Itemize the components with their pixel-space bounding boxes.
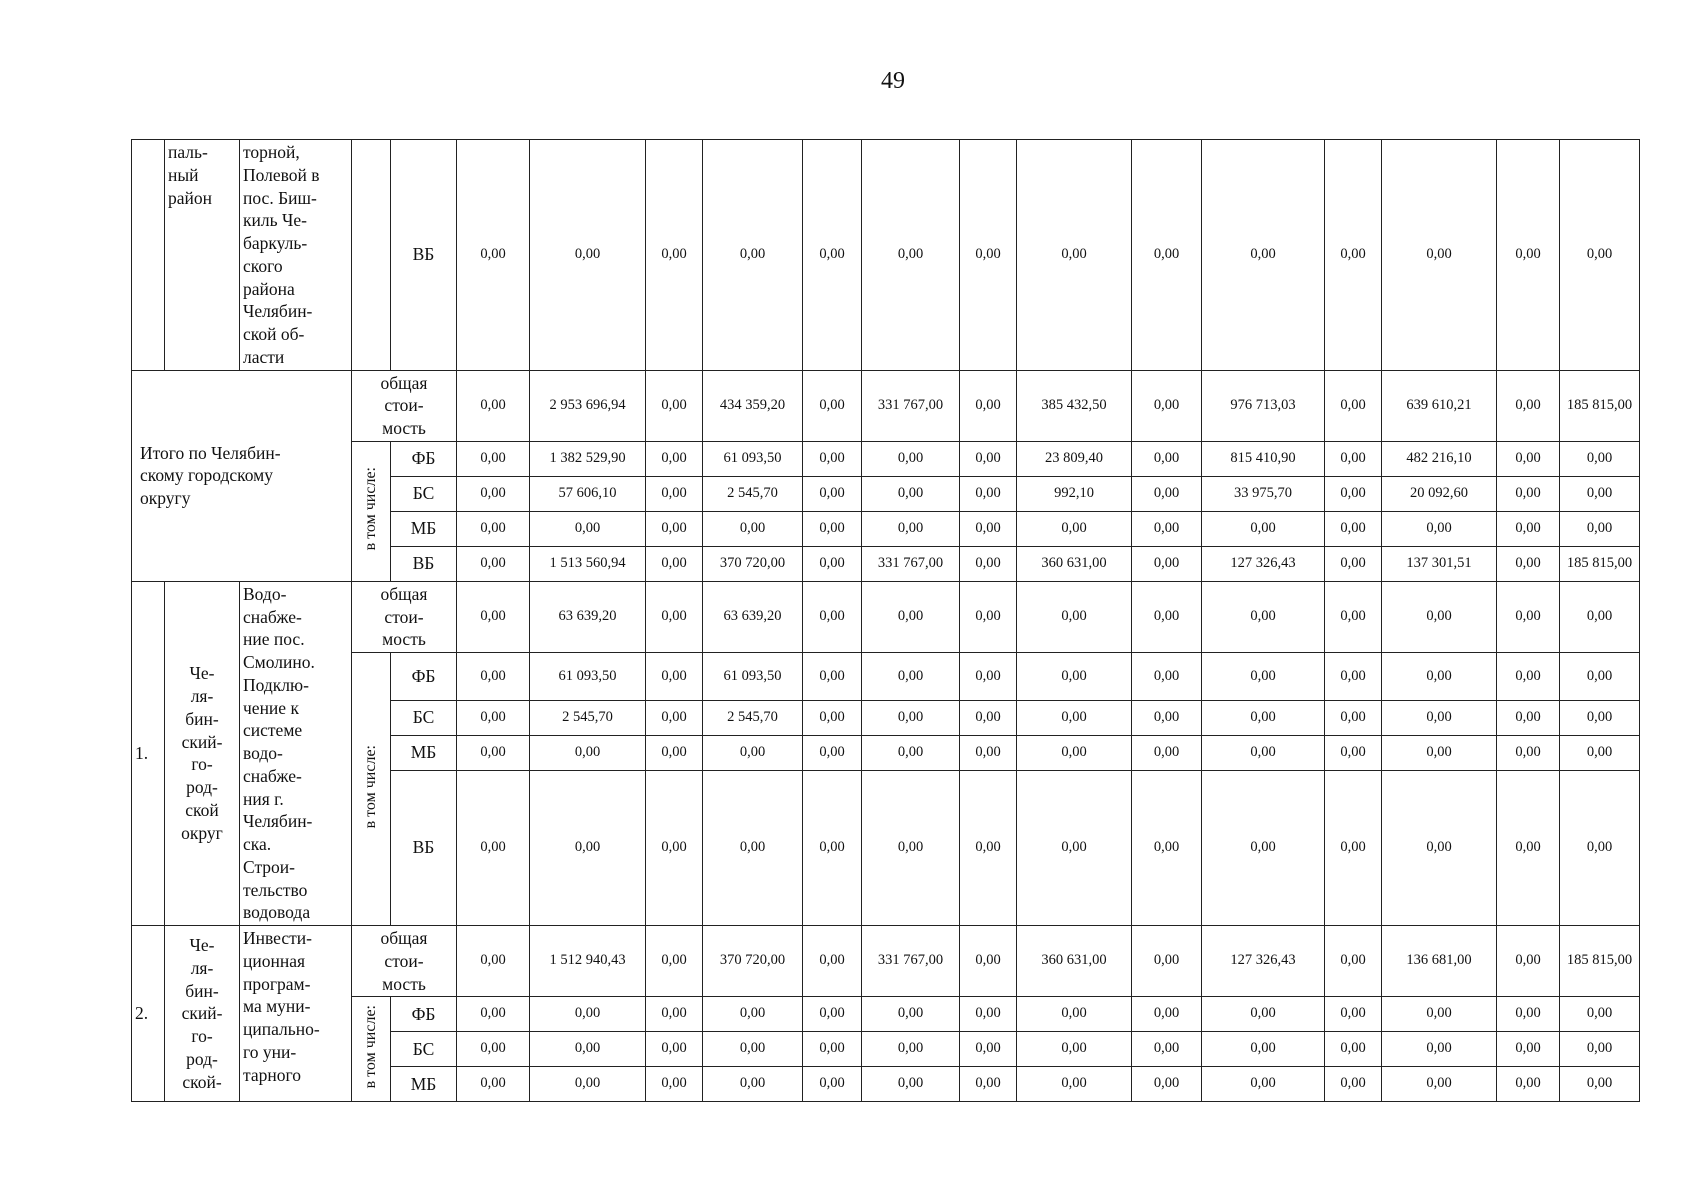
value-cell: 0,00 [646,441,703,476]
funding-code: БС [391,1032,457,1067]
subgroup-label-text: в том числе: [362,744,380,828]
value-cell: 0,00 [1132,736,1202,771]
value-cell: 815 410,90 [1202,441,1325,476]
value-cell: 0,00 [1497,1067,1560,1102]
funding-code: ФБ [391,997,457,1032]
value-cell: 0,00 [1325,997,1382,1032]
value-cell: 0,00 [1560,736,1640,771]
value-cell: 0,00 [646,140,703,371]
value-cell: 0,00 [457,476,530,511]
value-cell: 0,00 [457,546,530,581]
value-cell: 385 432,50 [1017,370,1132,441]
item-number: 1. [132,581,165,925]
value-cell: 0,00 [803,701,862,736]
value-cell: 1 513 560,94 [530,546,646,581]
value-cell: 0,00 [803,1032,862,1067]
value-cell: 0,00 [803,441,862,476]
value-cell: 0,00 [803,370,862,441]
value-cell: 0,00 [646,511,703,546]
value-cell: 20 092,60 [1382,476,1497,511]
value-cell: 0,00 [862,736,960,771]
value-cell: 0,00 [530,997,646,1032]
value-cell: 0,00 [646,997,703,1032]
project-cell: торной, Полевой в пос. Биш- киль Че- баркуль- ского района Челябин- ской об- ласти [240,140,352,371]
value-cell: 0,00 [1382,1032,1497,1067]
value-cell: 185 815,00 [1560,370,1640,441]
value-cell: 127 326,43 [1202,546,1325,581]
value-cell: 0,00 [1560,701,1640,736]
value-cell: 0,00 [1497,653,1560,701]
subgroup-cell [352,140,391,371]
value-cell: 185 815,00 [1560,546,1640,581]
value-cell: 1 382 529,90 [530,441,646,476]
value-cell: 0,00 [1132,511,1202,546]
subgroup-label [352,653,391,926]
value-cell: 0,00 [1325,441,1382,476]
value-cell: 0,00 [1132,370,1202,441]
value-cell: 0,00 [1560,1032,1640,1067]
value-cell: 0,00 [960,736,1017,771]
funding-code: ФБ [391,441,457,476]
funding-code: ФБ [391,653,457,701]
value-cell: 0,00 [646,546,703,581]
value-cell: 0,00 [1132,1067,1202,1102]
value-cell: 0,00 [960,653,1017,701]
value-cell: 0,00 [1132,1032,1202,1067]
value-cell: 0,00 [960,370,1017,441]
funding-code: МБ [391,511,457,546]
value-cell: 0,00 [1382,140,1497,371]
table-row [132,653,1640,701]
value-cell: 0,00 [1325,771,1382,926]
value-cell: 0,00 [1560,476,1640,511]
value-cell: 0,00 [457,736,530,771]
value-cell: 0,00 [1497,926,1560,997]
value-cell: 0,00 [1325,370,1382,441]
value-cell: 0,00 [1560,653,1640,701]
value-cell: 0,00 [1202,653,1325,701]
value-cell: 0,00 [457,1032,530,1067]
value-cell: 0,00 [1017,581,1132,652]
total-label: Итого по Челябин- скому городскому округу [132,370,352,581]
value-cell: 0,00 [862,476,960,511]
value-cell: 0,00 [1560,581,1640,652]
value-cell: 185 815,00 [1560,926,1640,997]
value-cell: 0,00 [1202,771,1325,926]
value-cell: 370 720,00 [703,546,803,581]
value-cell: 1 512 940,43 [530,926,646,997]
value-cell: 0,00 [862,997,960,1032]
value-cell: 0,00 [1132,140,1202,371]
value-cell: 0,00 [646,771,703,926]
value-cell: 0,00 [1325,736,1382,771]
value-cell: 0,00 [1325,476,1382,511]
value-cell: 0,00 [1132,926,1202,997]
value-cell: 0,00 [1497,441,1560,476]
value-cell: 0,00 [703,1032,803,1067]
value-cell: 0,00 [530,736,646,771]
value-cell: 0,00 [530,1067,646,1102]
value-cell: 61 093,50 [703,653,803,701]
value-cell: 0,00 [646,1067,703,1102]
project-cell: Инвести- ционная програм- ма муни- ципально- го уни- тарного [240,926,352,1102]
value-cell: 0,00 [703,997,803,1032]
value-cell: 0,00 [457,1067,530,1102]
value-cell: 0,00 [1325,1067,1382,1102]
funding-code: МБ [391,1067,457,1102]
value-cell: 0,00 [960,701,1017,736]
value-cell: 0,00 [646,701,703,736]
value-cell: 0,00 [1017,140,1132,371]
funding-code: общая стои- мость [352,926,457,997]
value-cell: 331 767,00 [862,370,960,441]
value-cell: 639 610,21 [1382,370,1497,441]
value-cell: 23 809,40 [1017,441,1132,476]
district-cell: Че- ля- бин- ский- го- род- ской- [165,926,240,1102]
value-cell: 0,00 [646,653,703,701]
value-cell: 0,00 [457,441,530,476]
table-row [132,926,1640,997]
value-cell: 0,00 [960,771,1017,926]
value-cell: 0,00 [1325,511,1382,546]
value-cell: 0,00 [1382,997,1497,1032]
financing-table [131,139,1640,1102]
value-cell: 0,00 [862,441,960,476]
funding-code: ВБ [391,140,457,371]
value-cell: 0,00 [1560,140,1640,371]
value-cell: 0,00 [457,653,530,701]
value-cell: 61 093,50 [530,653,646,701]
value-cell: 0,00 [1497,771,1560,926]
value-cell: 370 720,00 [703,926,803,997]
value-cell: 0,00 [1560,771,1640,926]
value-cell: 0,00 [1202,140,1325,371]
value-cell: 0,00 [1017,511,1132,546]
value-cell: 434 359,20 [703,370,803,441]
value-cell: 0,00 [646,1032,703,1067]
value-cell: 0,00 [703,736,803,771]
value-cell: 0,00 [1132,546,1202,581]
value-cell: 0,00 [703,511,803,546]
value-cell: 0,00 [862,653,960,701]
value-cell: 0,00 [960,441,1017,476]
value-cell: 0,00 [960,926,1017,997]
subgroup-label-text: в том числе: [362,466,380,551]
value-cell: 360 631,00 [1017,926,1132,997]
value-cell: 0,00 [646,926,703,997]
value-cell: 0,00 [1325,581,1382,652]
value-cell: 0,00 [1325,926,1382,997]
value-cell: 0,00 [1497,370,1560,441]
value-cell: 0,00 [1017,701,1132,736]
value-cell: 2 545,70 [530,701,646,736]
value-cell: 0,00 [1325,546,1382,581]
value-cell: 0,00 [457,997,530,1032]
value-cell: 0,00 [1017,653,1132,701]
value-cell: 976 713,03 [1202,370,1325,441]
value-cell: 0,00 [1132,476,1202,511]
table-row [132,140,1640,371]
value-cell: 0,00 [703,140,803,371]
value-cell: 0,00 [646,736,703,771]
value-cell: 0,00 [803,736,862,771]
value-cell: 0,00 [1017,1032,1132,1067]
value-cell: 57 606,10 [530,476,646,511]
value-cell: 0,00 [1497,511,1560,546]
value-cell: 0,00 [1202,581,1325,652]
value-cell: 0,00 [1382,701,1497,736]
value-cell: 0,00 [1202,511,1325,546]
value-cell: 0,00 [646,370,703,441]
funding-code: общая стои- мость [352,581,457,652]
value-cell: 0,00 [803,476,862,511]
value-cell: 0,00 [1202,736,1325,771]
value-cell: 63 639,20 [703,581,803,652]
item-number-cell [132,140,165,371]
value-cell: 0,00 [1325,140,1382,371]
value-cell: 0,00 [1202,1032,1325,1067]
value-cell: 0,00 [1497,140,1560,371]
value-cell: 0,00 [1132,581,1202,652]
value-cell: 0,00 [803,546,862,581]
value-cell: 0,00 [1497,997,1560,1032]
value-cell: 331 767,00 [862,926,960,997]
funding-code: БС [391,701,457,736]
value-cell: 0,00 [960,1032,1017,1067]
value-cell: 992,10 [1017,476,1132,511]
funding-code: МБ [391,736,457,771]
value-cell: 127 326,43 [1202,926,1325,997]
value-cell: 0,00 [960,581,1017,652]
value-cell: 0,00 [960,546,1017,581]
value-cell: 0,00 [457,370,530,441]
funding-code: БС [391,476,457,511]
value-cell: 0,00 [1202,997,1325,1032]
value-cell: 0,00 [1017,997,1132,1032]
value-cell: 0,00 [530,1032,646,1067]
value-cell: 0,00 [803,926,862,997]
value-cell: 0,00 [1382,736,1497,771]
value-cell: 2 953 696,94 [530,370,646,441]
value-cell: 63 639,20 [530,581,646,652]
value-cell: 0,00 [1560,511,1640,546]
subgroup-label-text: в том числе: [362,1004,380,1089]
table-row [132,997,1640,1032]
value-cell: 0,00 [862,140,960,371]
value-cell: 0,00 [457,140,530,371]
value-cell: 0,00 [457,511,530,546]
value-cell: 0,00 [1202,1067,1325,1102]
value-cell: 0,00 [1132,771,1202,926]
value-cell: 0,00 [530,511,646,546]
district-cell: Че- ля- бин- ский- го- род- ской округ [165,581,240,925]
value-cell: 0,00 [1017,1067,1132,1102]
value-cell: 0,00 [1382,511,1497,546]
value-cell: 61 093,50 [703,441,803,476]
value-cell: 0,00 [457,581,530,652]
value-cell: 0,00 [1382,1067,1497,1102]
value-cell: 0,00 [803,581,862,652]
value-cell: 0,00 [1132,701,1202,736]
value-cell: 0,00 [530,771,646,926]
value-cell: 0,00 [1132,997,1202,1032]
value-cell: 0,00 [646,476,703,511]
value-cell: 0,00 [1132,441,1202,476]
value-cell: 0,00 [1132,653,1202,701]
table-row [132,581,1640,652]
value-cell: 0,00 [457,771,530,926]
value-cell: 0,00 [703,1067,803,1102]
value-cell: 0,00 [960,997,1017,1032]
item-number: 2. [132,926,165,1102]
value-cell: 0,00 [960,140,1017,371]
value-cell: 0,00 [1382,771,1497,926]
value-cell: 0,00 [1560,997,1640,1032]
value-cell: 0,00 [1497,476,1560,511]
value-cell: 0,00 [803,511,862,546]
value-cell: 137 301,51 [1382,546,1497,581]
subgroup-label [352,997,391,1102]
value-cell: 0,00 [862,1067,960,1102]
value-cell: 0,00 [803,653,862,701]
value-cell: 0,00 [1325,653,1382,701]
value-cell: 0,00 [1560,1067,1640,1102]
value-cell: 0,00 [803,1067,862,1102]
value-cell: 0,00 [960,1067,1017,1102]
value-cell: 0,00 [803,997,862,1032]
project-cell: Водо- снабже- ние пос. Смолино. Подклю- чение к системе водо- снабже- ния г. Челябин- ска. Строи- тельство водовода [240,581,352,925]
value-cell: 482 216,10 [1382,441,1497,476]
district-cell: паль- ный район [165,140,240,371]
value-cell: 0,00 [1382,581,1497,652]
funding-code: ВБ [391,771,457,926]
value-cell: 0,00 [1497,581,1560,652]
value-cell: 0,00 [703,771,803,926]
value-cell: 0,00 [1017,736,1132,771]
value-cell: 0,00 [862,511,960,546]
table-row [132,441,1640,476]
value-cell: 0,00 [960,511,1017,546]
value-cell: 0,00 [960,476,1017,511]
value-cell: 0,00 [1497,701,1560,736]
value-cell: 136 681,00 [1382,926,1497,997]
value-cell: 0,00 [1560,441,1640,476]
value-cell: 0,00 [862,1032,960,1067]
value-cell: 0,00 [862,581,960,652]
page-number: 49 [881,68,905,94]
value-cell: 0,00 [1325,701,1382,736]
value-cell: 0,00 [1497,1032,1560,1067]
value-cell: 0,00 [862,771,960,926]
value-cell: 0,00 [1497,546,1560,581]
funding-code: общая стои- мость [352,370,457,441]
value-cell: 0,00 [646,581,703,652]
value-cell: 360 631,00 [1017,546,1132,581]
value-cell: 0,00 [1497,736,1560,771]
value-cell: 0,00 [1202,701,1325,736]
value-cell: 0,00 [862,701,960,736]
value-cell: 2 545,70 [703,476,803,511]
value-cell: 0,00 [530,140,646,371]
table-row [132,370,1640,441]
value-cell: 0,00 [1017,771,1132,926]
value-cell: 0,00 [457,926,530,997]
funding-code: ВБ [391,546,457,581]
value-cell: 0,00 [1382,653,1497,701]
value-cell: 331 767,00 [862,546,960,581]
value-cell: 2 545,70 [703,701,803,736]
subgroup-label [352,441,391,581]
value-cell: 0,00 [803,140,862,371]
value-cell: 33 975,70 [1202,476,1325,511]
value-cell: 0,00 [1325,1032,1382,1067]
value-cell: 0,00 [457,701,530,736]
value-cell: 0,00 [803,771,862,926]
